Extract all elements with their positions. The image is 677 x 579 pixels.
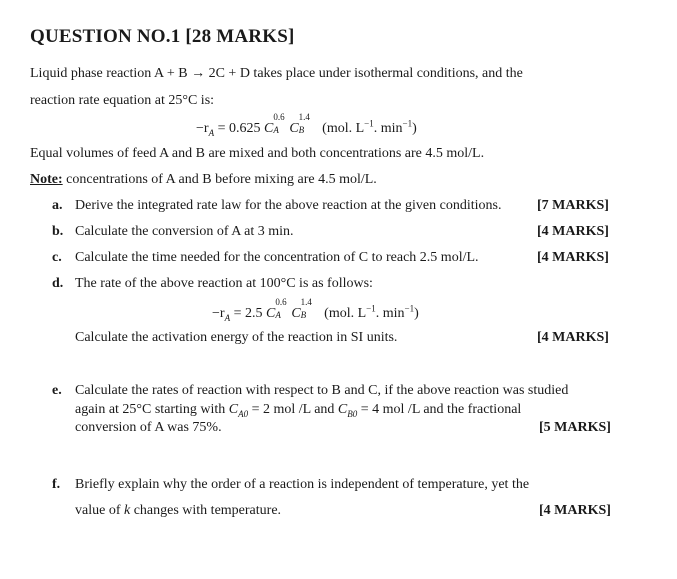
eq2-lhs: −r [212, 306, 225, 321]
question-e-line-2 [75, 402, 521, 419]
eq2-sub-a: A [275, 310, 281, 320]
question-a-text: Derive the integrated rate law for the above reaction at the given conditions. [75, 198, 502, 213]
ca0-value: = 2 mol /L and [251, 402, 338, 417]
eq1-lhs-sub: A [208, 127, 215, 138]
eq2-units-mid: . min [375, 306, 405, 321]
eq1-sub-a: A [273, 125, 279, 135]
question-b-marks: [4 MARKS] [537, 224, 609, 239]
ca0-sub: A0 [238, 408, 249, 419]
question-d-text: The rate of the above reaction at 100°C is as follows: [75, 276, 373, 291]
question-d-marks: [4 MARKS] [537, 330, 609, 345]
eq2-exp-b: 1.4 [300, 297, 312, 307]
intro-line-2: reaction rate equation at 25°C is: [30, 93, 215, 108]
rate-equation-25c [196, 112, 417, 138]
eq1-units: (mol. L [322, 121, 365, 136]
eq1-exp-a: 0.6 [273, 112, 285, 122]
eq2-units-exp1: −1 [366, 303, 376, 314]
cb0-sub: B0 [347, 408, 358, 419]
eq2-sub-b: B [300, 310, 307, 320]
question-c-text: Calculate the time needed for the concentration of C to reach 2.5 mol/L. [75, 250, 479, 265]
note-text: concentrations of A and B before mixing are 4.5 mol/L. [62, 172, 377, 187]
question-f-line-1: Briefly explain why the order of a reaction is independent of temperature, yet the [75, 477, 530, 492]
eq1-units-exp2: −1 [402, 118, 413, 129]
eq2-cb: C [291, 306, 301, 321]
note-label: Note: [30, 172, 63, 187]
question-f-line-2b: changes with temperature. [130, 503, 282, 518]
intro-line-1: Liquid phase reaction A + B → 2C + D takes place under isothermal conditions, and the [30, 66, 523, 81]
question-a-label: a. [52, 198, 63, 213]
question-d-label: d. [52, 276, 64, 291]
feed-line: Equal volumes of feed A and B are mixed and both concentrations are 4.5 mol/L. [30, 146, 485, 161]
question-f-marks: [4 MARKS] [539, 503, 611, 518]
question-e-label: e. [52, 383, 62, 398]
ca0-symbol: C [228, 402, 239, 417]
question-d-text-2: Calculate the activation energy of the reaction in SI units. [75, 330, 398, 345]
question-e-line-1 [75, 383, 613, 399]
eq2-units-exp2: −1 [404, 303, 415, 314]
eq2-exp-a: 0.6 [275, 297, 287, 307]
eq2-rhs: = 2.5 [230, 306, 266, 321]
eq1-cb: C [289, 121, 299, 136]
eq1-sub-b: B [298, 125, 305, 135]
cb0-value: = 4 mol /L and the fractional [360, 402, 522, 417]
question-f-line-2 [75, 503, 281, 519]
eq1-units-exp1: −1 [364, 118, 374, 129]
eq1-lhs: −r [196, 121, 209, 136]
eq1-exp-b: 1.4 [298, 112, 310, 122]
cb0-symbol: C [337, 402, 348, 417]
question-c-label: c. [52, 250, 62, 265]
question-f-label: f. [52, 477, 61, 492]
note-line [30, 172, 377, 188]
eq1-units-end: ) [412, 121, 417, 136]
eq2-lhs-sub: A [224, 312, 231, 323]
question-e-line-3: conversion of A was 75%. [75, 420, 222, 435]
eq2-ca: C [265, 306, 276, 321]
question-b-text: Calculate the conversion of A at 3 min. [75, 224, 294, 239]
eq2-units-end: ) [414, 306, 419, 321]
question-e-marks: [5 MARKS] [539, 420, 611, 435]
question-b-label: b. [52, 224, 64, 239]
eq1-ca: C [263, 121, 274, 136]
question-f-line-2a: value of [75, 503, 124, 518]
rate-equation-100c [212, 297, 419, 323]
question-c-marks: [4 MARKS] [537, 250, 609, 265]
question-e-line-2a: again at 25°C starting with [75, 402, 229, 417]
question-e-line-1-text: Calculate the rates of reaction with respect to B and C, if the above reaction was studied [75, 383, 569, 398]
eq1-rhs: = 0.625 [214, 121, 264, 136]
page-title: QUESTION NO.1 [28 MARKS] [30, 26, 295, 47]
rate-constant-k: k [123, 503, 131, 518]
eq1-units-mid: . min [373, 121, 403, 136]
question-a-marks: [7 MARKS] [537, 198, 609, 213]
eq2-units: (mol. L [324, 306, 367, 321]
